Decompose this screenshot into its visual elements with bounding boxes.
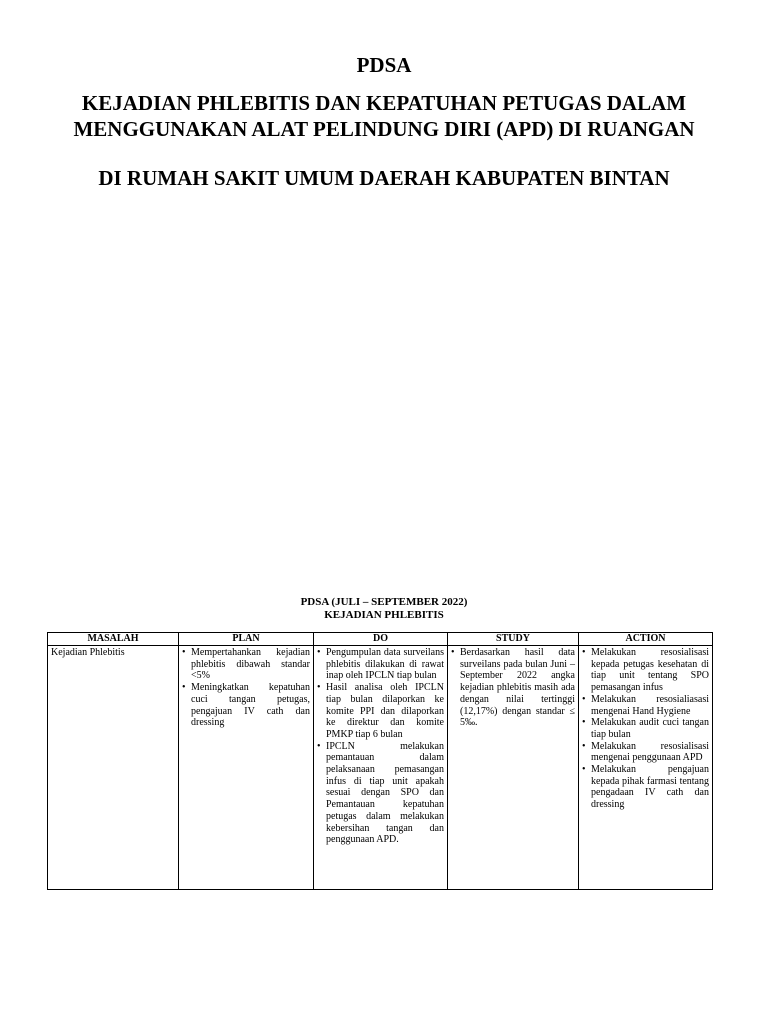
cell-action: [579, 646, 713, 890]
list-item: • Pengumpulan data surveilans phlebitis dilakukan di rawat inap oleh IPCLN tiap bulan: [317, 647, 444, 682]
pdsa-table: [47, 632, 713, 890]
heading-line-3: DI RUMAH SAKIT UMUM DAERAH KABUPATEN BINTAN: [98, 166, 670, 190]
table-row: [48, 646, 713, 890]
heading-line-2: MENGGUNAKAN ALAT PELINDUNG DIRI (APD) DI RUANGAN: [73, 117, 695, 141]
header-study: STUDY: [448, 633, 579, 646]
list-item: • IPCLN melakukan pemantauan dalam pelaksanaan pemasangan infus di tiap unit apakah sesuai dengan SPO dan Pemantauan kepatuhan petugas dalam melakukan kebersihan tangan dan penggunaan APD.: [317, 741, 444, 846]
table-header-row: [48, 633, 713, 646]
section-subtitle: KEJADIAN PHLEBITIS: [324, 609, 444, 621]
document-title: PDSA: [356, 53, 412, 77]
heading-line-1: KEJADIAN PHLEBITIS DAN KEPATUHAN PETUGAS DALAM: [81, 91, 687, 115]
list-item: • Melakukan resosialisasi kepada petugas kesehatan di tiap unit tentang SPO pemasangan infus: [582, 647, 709, 694]
header-masalah: MASALAH: [48, 633, 179, 646]
cell-do: [314, 646, 448, 890]
list-item: • Melakukan resosialisasi mengenai penggunaan APD: [582, 741, 709, 764]
list-item: • Meningkatkan kepatuhan cuci tangan petugas, pengajuan IV cath dan dressing: [182, 682, 310, 729]
cell-masalah: Kejadian Phlebitis: [48, 646, 179, 890]
cell-plan: [179, 646, 314, 890]
list-item: • Melakukan pengajuan kepada pihak farmasi tentang pengadaan IV cath dan dressing: [582, 764, 709, 811]
section-title: PDSA (JULI – SEPTEMBER 2022): [300, 596, 468, 608]
list-item: • Mempertahankan kejadian phlebitis dibawah standar <5%: [182, 647, 310, 682]
header-plan: PLAN: [179, 633, 314, 646]
header-action: ACTION: [579, 633, 713, 646]
list-item: • Melakukan audit cuci tangan tiap bulan: [582, 717, 709, 740]
list-item: • Hasil analisa oleh IPCLN tiap bulan dilaporkan ke komite PPI dan dilaporkan ke direktur dan komite PMKP tiap 6 bulan: [317, 682, 444, 741]
list-item: • Berdasarkan hasil data surveilans pada bulan Juni – September 2022 angka kejadian phlebitis masih ada dengan nilai tertinggi (12,17%) dengan standar ≤ 5‰.: [451, 647, 575, 729]
cell-study: [448, 646, 579, 890]
list-item: • Melakukan resosialiasasi mengenai Hand Hygiene: [582, 694, 709, 717]
header-do: DO: [314, 633, 448, 646]
